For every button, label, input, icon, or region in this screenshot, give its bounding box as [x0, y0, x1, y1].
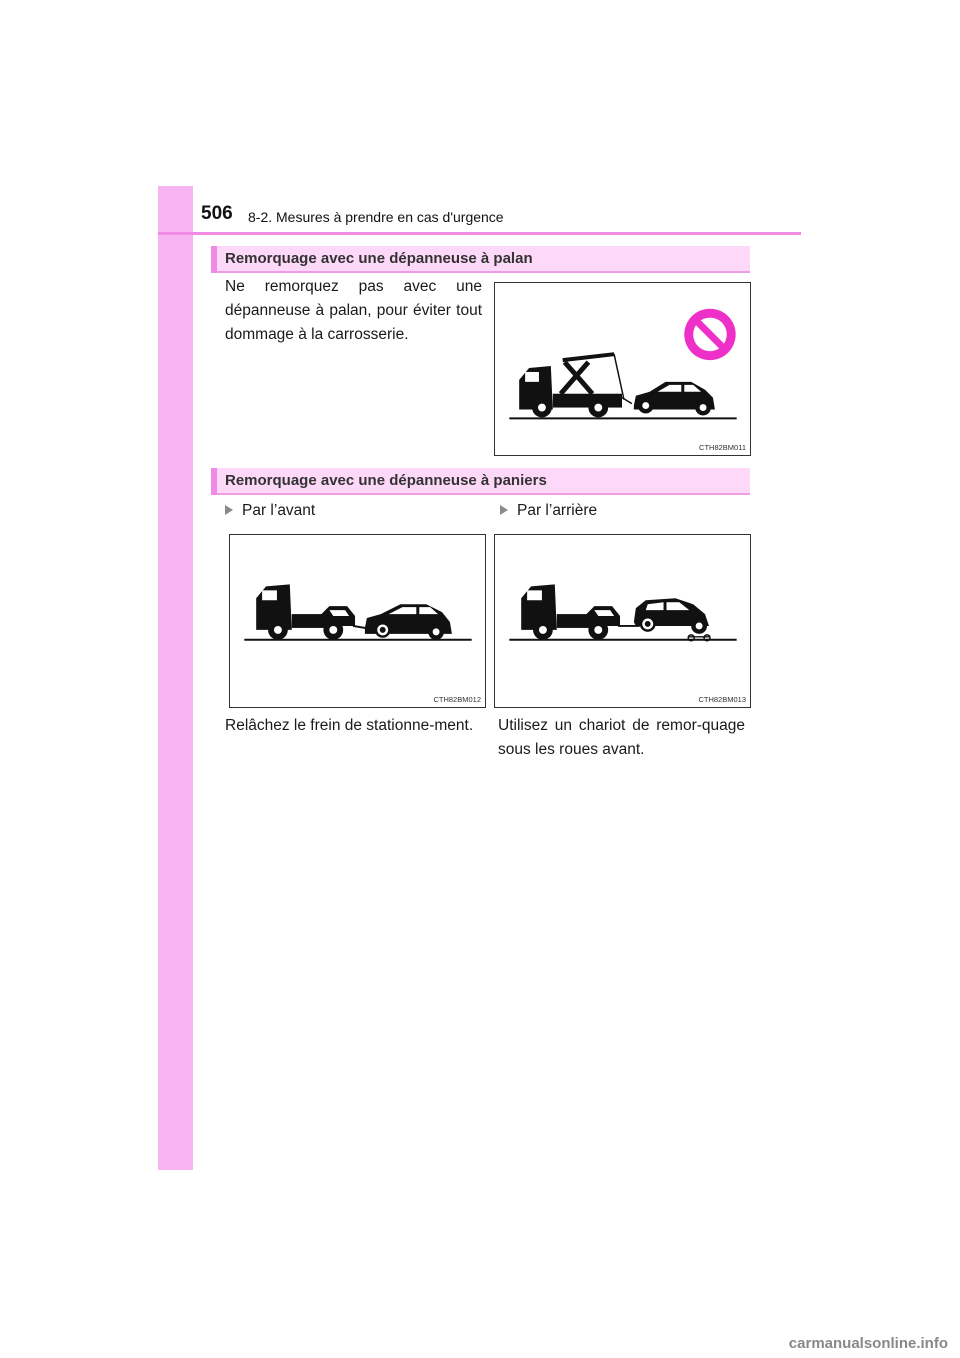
section-heading-text: Remorquage avec une dépanneuse à palan [225, 250, 533, 267]
section-heading-wheel-lift-baskets [211, 468, 750, 495]
figure-code: CTH82BM013 [698, 695, 746, 704]
figure-wheel-lift-tow [494, 282, 751, 456]
margin-sidebar [158, 186, 193, 1170]
arrow-right-icon [225, 505, 233, 515]
figure-front-tow [229, 534, 486, 708]
figure-code: CTH82BM012 [433, 695, 481, 704]
rear-label [500, 502, 597, 520]
tow-truck-icon [521, 584, 620, 639]
front-tow-illustration [230, 535, 485, 707]
prohibited-icon [684, 309, 735, 360]
section-heading-wheel-lift [211, 246, 750, 273]
watermark: carmanualsonline.info [788, 1335, 948, 1352]
arrow-right-icon [500, 505, 508, 515]
figure-rear-tow [494, 534, 751, 708]
tow-truck-hoist-illustration [495, 283, 750, 455]
front-label [225, 502, 315, 520]
chapter-title: 8-2. Mesures à prendre en cas d'urgence [248, 209, 504, 225]
figure-code: CTH82BM011 [699, 443, 746, 452]
front-label-text: Par l’avant [242, 502, 316, 519]
page-number: 506 [201, 203, 233, 224]
tow-truck-icon [519, 354, 632, 417]
rear-tow-instruction: Utilisez un chariot de remor-quage sous les roues avant. [498, 717, 745, 758]
tow-truck-icon [256, 584, 355, 639]
rear-tow-illustration [495, 535, 750, 707]
header-rule [158, 232, 801, 235]
rear-label-text: Par l’arrière [517, 502, 598, 519]
front-tow-instruction: Relâchez le frein de stationne-ment. [225, 717, 474, 734]
car-icon [365, 604, 452, 640]
car-icon [634, 382, 715, 416]
wheel-lift-warning-text: Ne remorquez pas avec une dépanneuse à palan, pour éviter tout dommage à la carrosserie. [225, 278, 482, 343]
car-icon [634, 598, 709, 634]
section-heading-text: Remorquage avec une dépanneuse à paniers [225, 472, 547, 489]
